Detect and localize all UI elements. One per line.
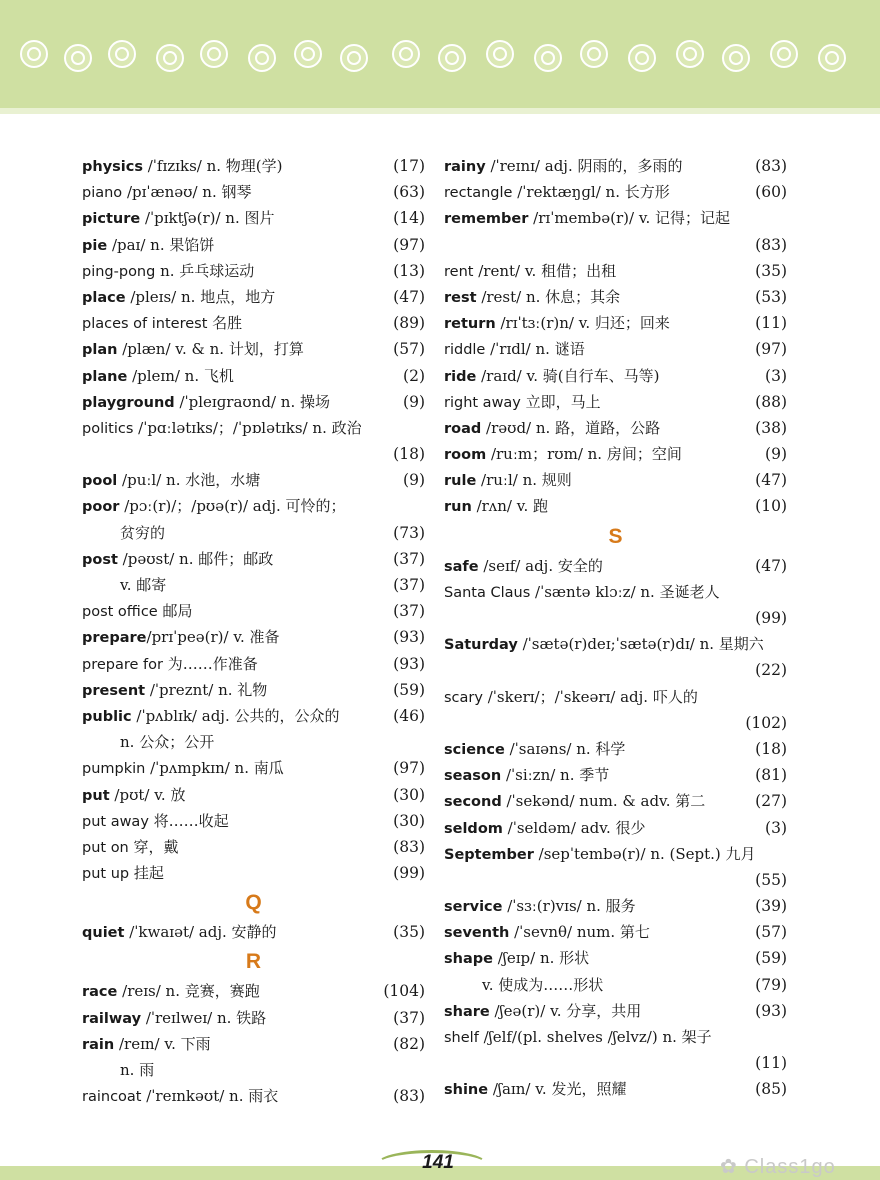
glossary-entry [82, 205, 425, 231]
glossary-entry [82, 284, 425, 310]
glossary-entry [82, 232, 425, 258]
entry-headword: places of interest [82, 316, 208, 333]
entry-page-ref: (60) [755, 183, 787, 202]
entry-headword: ping-pong [82, 263, 156, 280]
glossary-entry [82, 389, 425, 415]
glossary-entry [82, 677, 425, 703]
glossary-entry [82, 919, 425, 945]
entry-headword: Saturday [444, 637, 518, 654]
glossary-entry [444, 284, 787, 310]
entry-headword: right away [444, 394, 521, 411]
entry-definition: /pleɪs/ n. 地点，地方 [125, 287, 276, 306]
entry-headword: science [444, 741, 505, 758]
entry-definition: /pəʊst/ n. 邮件；邮政 [117, 549, 274, 568]
entry-definition: /ˈrektæŋɡl/ n. 长方形 [512, 183, 670, 202]
entry-headword: politics [82, 420, 134, 437]
glossary-entry [82, 978, 425, 1004]
header-strip [0, 108, 880, 114]
entry-definition: /rəʊd/ n. 路，道路，公路 [481, 418, 661, 437]
entry-page-ref: (13) [393, 261, 425, 280]
glossary-entry [82, 755, 425, 781]
glossary-entry [82, 179, 425, 205]
entry-definition: 邮局 [157, 602, 193, 621]
glossary-column-left [82, 153, 425, 1109]
glossary-entry [444, 919, 787, 945]
entry-page-ref: (83) [755, 235, 787, 254]
glossary-entry [444, 493, 787, 519]
entry-page-ref: (81) [755, 766, 787, 785]
entry-headword: share [444, 1003, 490, 1020]
glossary-entry [444, 605, 787, 631]
glossary-entry [82, 572, 425, 598]
entry-headword: rule [444, 473, 477, 490]
glossary-entry [444, 310, 787, 336]
entry-headword: shelf [444, 1030, 479, 1046]
entry-headword: return [444, 316, 496, 333]
ring-icon [818, 44, 846, 72]
glossary-entry [444, 788, 787, 814]
entry-page-ref: (102) [745, 713, 787, 732]
glossary-entry [82, 493, 425, 519]
entry-page-ref: (3) [765, 818, 787, 837]
section-letter: S [608, 524, 623, 548]
entry-headword: service [444, 899, 503, 916]
entry-definition: /puːl/ n. 水池，水塘 [117, 471, 261, 490]
glossary-entry [444, 684, 787, 710]
entry-definition: /pɪˈænəʊ/ n. 钢琴 [122, 183, 252, 202]
entry-definition: /ʃeɪp/ n. 形状 [492, 949, 590, 968]
entry-definition: /ˈsevnθ/ num. 第七 [509, 923, 650, 942]
wechat-icon: ✿ [720, 1156, 745, 1178]
entry-headword: ride [444, 368, 477, 385]
glossary-entry [444, 415, 787, 441]
entry-page-ref: (97) [393, 235, 425, 254]
entry-page-ref: (46) [393, 706, 425, 725]
entry-headword: raincoat [82, 1089, 142, 1106]
entry-page-ref: (97) [393, 759, 425, 778]
entry-definition: /rɪˈtɜː(r)n/ v. 归还；回来 [495, 314, 670, 333]
glossary-entry [82, 363, 425, 389]
glossary-entry [444, 972, 787, 998]
entry-headword: plane [82, 368, 128, 385]
entry-page-ref: (83) [393, 837, 425, 856]
ring-icon [770, 40, 798, 68]
entry-definition: n. 乒乓球运动 [155, 261, 255, 280]
ring-icon [340, 44, 368, 72]
entry-headword: Santa Claus [444, 584, 531, 601]
entry-headword: public [82, 708, 132, 725]
glossary-entry [82, 782, 425, 808]
entry-page-ref: (30) [393, 811, 425, 830]
entry-headword: physics [82, 159, 143, 175]
entry-definition: /reɪs/ n. 竞赛，赛跑 [117, 982, 260, 1001]
entry-definition: /ˈseldəm/ adv. 很少 [502, 818, 646, 837]
glossary-entry [82, 415, 425, 441]
entry-page-ref: (39) [755, 897, 787, 916]
entry-definition: /plæn/ v. & n. 计划，打算 [117, 340, 304, 359]
entry-page-ref: (85) [755, 1080, 787, 1099]
glossary-entry [82, 834, 425, 860]
entry-definition: /ʃaɪn/ v. 发光，照耀 [488, 1080, 627, 1099]
entry-headword: put up [82, 866, 130, 883]
entry-headword: post office [82, 604, 158, 621]
glossary-entry [444, 1050, 787, 1076]
entry-page-ref: (37) [393, 1008, 425, 1027]
ring-icon [628, 44, 656, 72]
glossary-entry [82, 729, 425, 755]
glossary-entry [444, 710, 787, 736]
entry-page-ref: (88) [755, 392, 787, 411]
entry-definition: /reɪn/ v. 下雨 [114, 1034, 211, 1053]
entry-definition: /raɪd/ v. 骑(自行车、马等) [476, 366, 660, 385]
glossary-entry [444, 815, 787, 841]
entry-headword: rest [444, 289, 477, 306]
entry-page-ref: (93) [755, 1001, 787, 1020]
glossary-entry [444, 336, 787, 362]
glossary-entry [82, 336, 425, 362]
entry-headword: safe [444, 558, 479, 575]
glossary-entry [82, 651, 425, 677]
entry-headword: room [444, 447, 487, 464]
entry-page-ref: (3) [765, 366, 787, 385]
entry-headword: rainy [444, 159, 486, 175]
entry-definition: 穿，戴 [128, 837, 179, 856]
entry-headword: seventh [444, 925, 510, 942]
entry-page-ref: (17) [393, 157, 425, 175]
ring-icon [200, 40, 228, 68]
entry-headword: rain [82, 1036, 115, 1053]
entry-headword: pie [82, 237, 108, 254]
entry-definition: /rɪˈmembə(r)/ v. 记得；记起 [528, 209, 731, 228]
entry-page-ref: (59) [755, 949, 787, 968]
ring-icon [64, 44, 92, 72]
entry-headword: pumpkin [82, 761, 146, 778]
entry-page-ref: (83) [755, 157, 787, 175]
entry-headword: poor [82, 499, 120, 516]
glossary-entry [444, 258, 787, 284]
entry-headword: run [444, 499, 472, 516]
glossary-entry [82, 860, 425, 886]
entry-headword: place [82, 289, 126, 306]
entry-continuation: n. 公众；公开 [120, 733, 215, 752]
glossary-entry [82, 703, 425, 729]
entry-headword: remember [444, 211, 529, 228]
entry-page-ref: (37) [393, 549, 425, 568]
entry-definition: /ˈsæntə klɔːz/ n. 圣诞老人 [530, 582, 720, 601]
entry-definition: /seɪf/ adj. 安全的 [478, 556, 603, 575]
glossary-entry [82, 1005, 425, 1031]
entry-page-ref: (55) [755, 870, 787, 889]
glossary-entry [444, 553, 787, 579]
entry-continuation: v. 使成为……形状 [482, 975, 604, 994]
entry-page-ref: (82) [393, 1034, 425, 1053]
entry-definition: 将……收起 [148, 811, 229, 830]
entry-headword: shape [444, 951, 493, 968]
glossary-entry [444, 232, 787, 258]
glossary-entry [444, 363, 787, 389]
section-letter: Q [245, 891, 262, 915]
entry-definition: /rent/ v. 租借；出租 [473, 261, 617, 280]
glossary-entry [82, 546, 425, 572]
entry-page-ref: (83) [393, 1087, 425, 1106]
entry-headword: put away [82, 813, 149, 830]
entry-page-ref: (53) [755, 287, 787, 306]
entry-page-ref: (99) [755, 609, 787, 627]
ring-icon [722, 44, 750, 72]
entry-page-ref: (9) [765, 445, 787, 464]
entry-page-ref: (93) [393, 628, 425, 647]
entry-definition: /paɪ/ n. 果馅饼 [107, 235, 215, 254]
entry-headword: race [82, 984, 118, 1001]
entry-page-ref: (2) [403, 366, 425, 385]
glossary-column-right [444, 153, 787, 1103]
entry-page-ref: (11) [755, 314, 787, 333]
entry-headword: September [444, 846, 534, 863]
entry-headword: picture [82, 211, 141, 228]
glossary-entry [444, 998, 787, 1024]
glossary-entry [444, 893, 787, 919]
entry-definition: /ˈpʌblɪk/ adj. 公共的，公众的 [131, 706, 340, 725]
entry-definition: /ˈreɪnkəʊt/ n. 雨衣 [141, 1087, 279, 1106]
entry-page-ref: (9) [403, 392, 425, 411]
entry-headword: prepare for [82, 656, 163, 673]
entry-definition: /ˈreɪnɪ/ adj. 阴雨的，多雨的 [485, 157, 683, 175]
entry-definition: /ˈkwaɪət/ adj. 安静的 [124, 923, 277, 942]
entry-page-ref: (35) [755, 261, 787, 280]
entry-continuation: n. 雨 [120, 1061, 155, 1079]
entry-headword: playground [82, 394, 175, 411]
entry-continuation: v. 邮寄 [120, 576, 167, 594]
glossary-entry [444, 945, 787, 971]
entry-definition: 立即，马上 [520, 392, 601, 411]
entry-headword: piano [82, 185, 123, 202]
entry-definition: /ˈsɜː(r)vɪs/ n. 服务 [502, 897, 636, 916]
entry-page-ref: (63) [393, 183, 425, 202]
entry-page-ref: (104) [383, 982, 425, 1001]
entry-headword: shine [444, 1082, 489, 1099]
entry-page-ref: (9) [403, 471, 425, 490]
entry-page-ref: (35) [393, 923, 425, 942]
entry-headword: rent [444, 263, 474, 280]
entry-definition: /pʊt/ v. 放 [109, 785, 186, 804]
entry-headword: quiet [82, 925, 125, 942]
glossary-entry [444, 631, 787, 657]
glossary-entry [444, 441, 787, 467]
entry-definition: 为……作准备 [162, 654, 258, 673]
entry-page-ref: (93) [393, 654, 425, 673]
glossary-entry [444, 867, 787, 893]
entry-definition: /ˈpleɪɡraʊnd/ n. 操场 [174, 392, 330, 411]
entry-page-ref: (22) [755, 661, 787, 680]
entry-definition: /sepˈtembə(r)/ n. (Sept.) 九月 [533, 844, 756, 863]
entry-page-ref: (97) [755, 340, 787, 359]
ring-icon [486, 40, 514, 68]
glossary-entry [82, 258, 425, 284]
entry-headword: railway [82, 1010, 142, 1027]
entry-page-ref: (10) [755, 497, 787, 516]
ring-icon [392, 40, 420, 68]
glossary-entry [444, 467, 787, 493]
entry-definition: /ˈreɪlweɪ/ n. 铁路 [141, 1008, 267, 1027]
entry-headword: riddle [444, 342, 486, 359]
entry-headword: rectangle [444, 185, 513, 202]
entry-page-ref: (47) [393, 287, 425, 306]
entry-definition: /ˈrɪdl/ n. 谜语 [485, 340, 585, 359]
glossary-entry [444, 389, 787, 415]
entry-definition: /ˈpʌmpkɪn/ n. 南瓜 [145, 759, 284, 778]
entry-page-ref: (47) [755, 471, 787, 490]
glossary-entry [82, 520, 425, 546]
entry-headword: prepare [82, 630, 147, 647]
glossary-entry [444, 205, 787, 231]
page-number: 141 [422, 1152, 454, 1173]
glossary-entry [82, 153, 425, 179]
entry-headword: put on [82, 839, 129, 856]
watermark [720, 1154, 836, 1179]
glossary-entry [82, 1057, 425, 1083]
entry-page-ref: (38) [755, 418, 787, 437]
ring-icon [294, 40, 322, 68]
entry-headword: road [444, 420, 482, 437]
entry-page-ref: (79) [755, 975, 787, 994]
entry-page-ref: (30) [393, 785, 425, 804]
ring-icon [438, 44, 466, 72]
entry-page-ref: (73) [393, 523, 425, 542]
section-letter: R [245, 950, 262, 974]
ring-icon [108, 40, 136, 68]
entry-definition: /ˈfɪzɪks/ n. 物理(学) [142, 157, 283, 175]
glossary-entry [444, 1076, 787, 1102]
entry-headword: plan [82, 342, 118, 359]
glossary-entry [82, 467, 425, 493]
entry-definition: /pɔː(r)/；/pʊə(r)/ adj. 可怜的； [119, 497, 346, 516]
entry-page-ref: (57) [755, 923, 787, 942]
entry-definition: /pleɪn/ n. 飞机 [127, 366, 234, 385]
entry-headword: present [82, 682, 146, 699]
entry-page-ref: (59) [393, 680, 425, 699]
glossary-entry [444, 579, 787, 605]
entry-page-ref: (27) [755, 792, 787, 811]
ring-icon [156, 44, 184, 72]
glossary-entry [82, 808, 425, 834]
entry-definition: /ˈsætə(r)deɪ;ˈsætə(r)dɪ/ n. 星期六 [517, 635, 764, 654]
entry-page-ref: (37) [393, 576, 425, 594]
entry-definition: /ˈsiːzn/ n. 季节 [501, 766, 610, 785]
entry-definition: /prɪˈpeə(r)/ v. 准备 [146, 628, 280, 647]
entry-headword: season [444, 768, 502, 785]
glossary-entry [82, 1083, 425, 1109]
glossary-entry [444, 762, 787, 788]
entry-definition: /ʃelf/(pl. shelves /ʃelvz/) n. 架子 [478, 1028, 712, 1046]
entry-definition: /ˈsekənd/ num. & adv. 第二 [501, 792, 706, 811]
ring-icon [248, 44, 276, 72]
entry-definition: /ʃeə(r)/ v. 分享，共用 [489, 1001, 642, 1020]
entry-page-ref: (89) [393, 314, 425, 333]
ring-icon [580, 40, 608, 68]
glossary-entry [444, 1024, 787, 1050]
glossary-entry [444, 657, 787, 683]
entry-definition: /ruːm；rʊm/ n. 房间；空间 [486, 445, 682, 464]
entry-headword: put [82, 787, 110, 804]
entry-definition: /rʌn/ v. 跑 [471, 497, 548, 516]
entry-page-ref: (47) [755, 556, 787, 575]
entry-definition: /ˈpɪktʃə(r)/ n. 图片 [140, 209, 275, 228]
watermark-text: Class1go [744, 1156, 836, 1178]
entry-headword: second [444, 794, 502, 811]
glossary-entry [82, 1031, 425, 1057]
ring-icon [676, 40, 704, 68]
glossary-entry [444, 179, 787, 205]
entry-definition: /ˈsaɪəns/ n. 科学 [504, 739, 626, 758]
entry-definition: /ˈpreznt/ n. 礼物 [145, 680, 268, 699]
entry-headword: seldom [444, 820, 503, 837]
entry-page-ref: (57) [393, 340, 425, 359]
entry-definition: /ruːl/ n. 规则 [476, 471, 572, 490]
entry-definition: /rest/ n. 休息；其余 [476, 287, 621, 306]
glossary-entry [82, 441, 425, 467]
ring-icon [20, 40, 48, 68]
glossary-entry [444, 153, 787, 179]
ring-icon [534, 44, 562, 72]
entry-continuation: 贫穷的 [120, 523, 166, 542]
entry-headword: post [82, 551, 118, 568]
entry-page-ref: (18) [393, 445, 425, 464]
entry-definition: 挂起 [129, 864, 164, 883]
entry-page-ref: (37) [393, 602, 425, 621]
entry-definition: /ˈskerɪ/；/ˈskeərɪ/ adj. 吓人的 [482, 687, 698, 706]
glossary-entry [444, 841, 787, 867]
entry-headword: scary [444, 689, 483, 706]
entry-page-ref: (18) [755, 739, 787, 758]
entry-definition: /ˈpɑːlətɪks/；/ˈpɒlətɪks/ n. 政治 [133, 418, 362, 437]
entry-headword: pool [82, 473, 118, 490]
entry-page-ref: (99) [393, 864, 425, 883]
entry-page-ref: (11) [755, 1054, 787, 1073]
glossary-entry [82, 624, 425, 650]
glossary-entry [444, 736, 787, 762]
glossary-entry [82, 598, 425, 624]
glossary-entry [82, 310, 425, 336]
entry-definition: 名胜 [207, 314, 243, 333]
entry-page-ref: (14) [393, 209, 425, 228]
